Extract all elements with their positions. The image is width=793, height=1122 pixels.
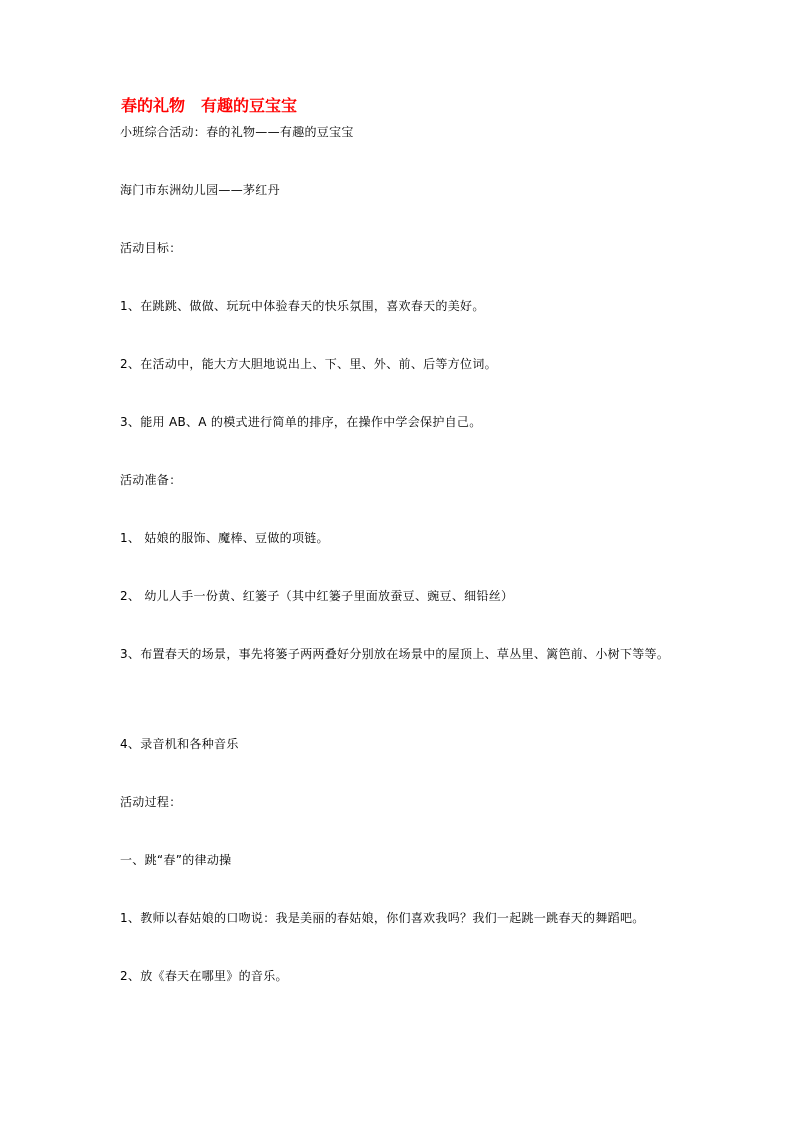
document-subtitle: 小班综合活动：春的礼物——有趣的豆宝宝: [120, 125, 354, 139]
prep-item: 3、布置春天的场景，事先将篓子两两叠好分别放在场景中的屋顶上、草丛里、篱笆前、小树下等等。: [120, 647, 670, 661]
prep-item: 1、 姑娘的服饰、魔棒、豆做的项链。: [120, 531, 329, 545]
goal-item: 1、在跳跳、做做、玩玩中体验春天的快乐氛围，喜欢春天的美好。: [120, 299, 485, 313]
goals-heading: 活动目标：: [120, 241, 182, 255]
process-item: 1、教师以春姑娘的口吻说：我是美丽的春姑娘，你们喜欢我吗？我们一起跳一跳春天的舞蹈吧。: [120, 911, 645, 925]
prep-heading: 活动准备：: [120, 473, 182, 487]
process-heading: 活动过程：: [120, 795, 182, 809]
prep-item: 2、 幼儿人手一份黄、红篓子（其中红篓子里面放蚕豆、豌豆、细铅丝）: [120, 589, 514, 603]
goal-item: 2、在活动中，能大方大胆地说出上、下、里、外、前、后等方位词。: [120, 357, 497, 371]
author-line: 海门市东洲幼儿园——茅红丹: [120, 183, 280, 197]
document-title: 春的礼物 有趣的豆宝宝: [121, 96, 298, 115]
goal-item: 3、能用 AB、A 的模式进行简单的排序，在操作中学会保护自己。: [120, 415, 482, 429]
process-item: 2、放《春天在哪里》的音乐。: [120, 969, 288, 983]
prep-item: 4、录音机和各种音乐: [120, 737, 239, 751]
process-step-heading: 一、跳“春”的律动操: [120, 853, 232, 867]
